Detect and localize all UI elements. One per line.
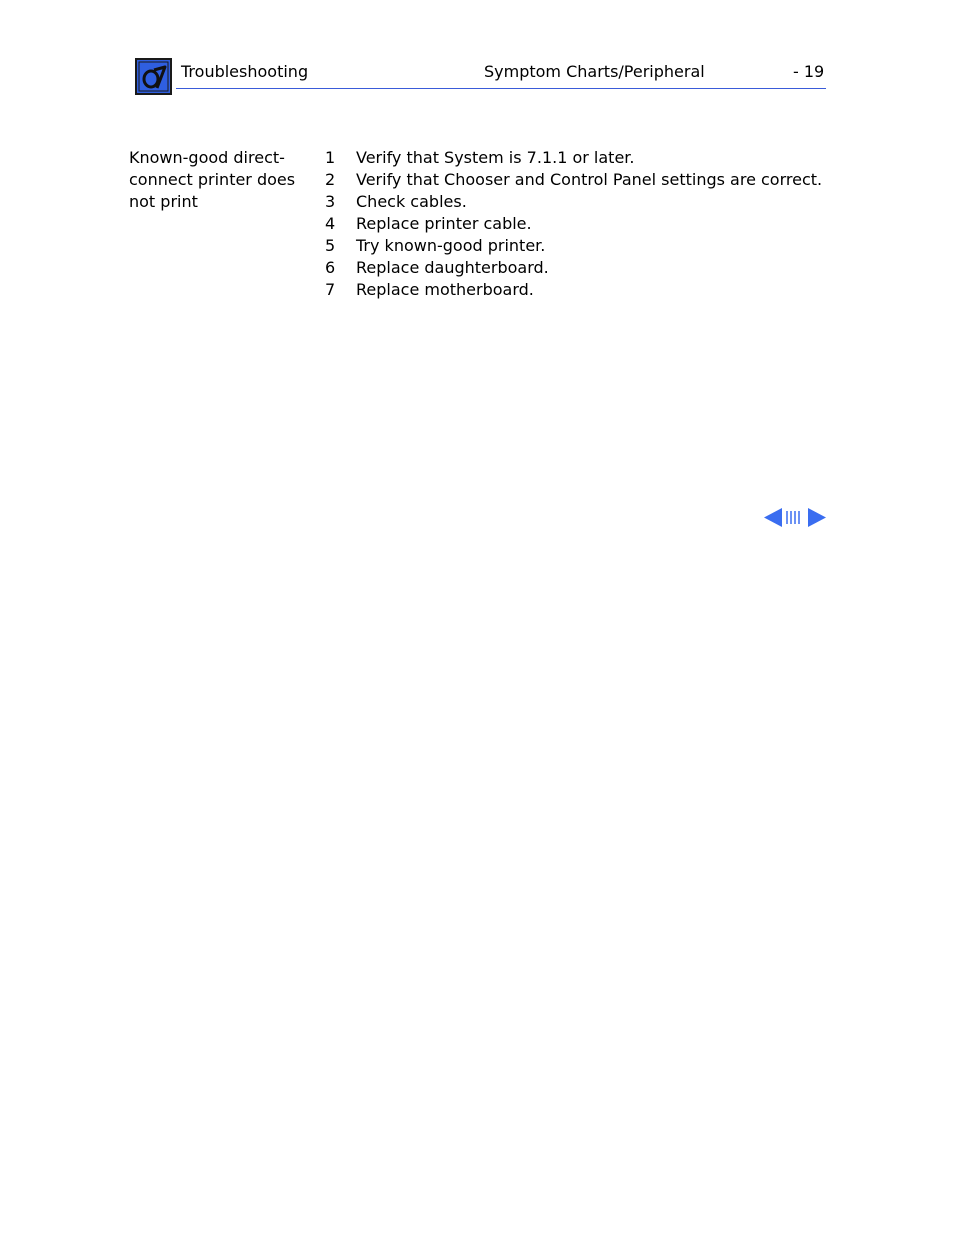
- solution-step: [325, 213, 822, 235]
- step-text: Replace daughterboard.: [356, 258, 549, 277]
- next-page-icon[interactable]: [808, 508, 826, 527]
- symptom-description: Known-good direct-connect printer does not print: [129, 148, 296, 211]
- step-text: Replace printer cable.: [356, 214, 532, 233]
- chapter-title: Symptom Charts/Peripheral: [484, 62, 705, 81]
- step-text: Try known-good printer.: [356, 236, 546, 255]
- previous-page-icon[interactable]: [764, 508, 782, 527]
- section-title: Troubleshooting: [181, 62, 309, 81]
- solution-step: [325, 169, 822, 191]
- step-text: Verify that System is 7.1.1 or later.: [356, 148, 635, 167]
- step-text: Check cables.: [356, 192, 467, 211]
- manual-logo-icon: [135, 58, 172, 95]
- page-navigation: [764, 507, 826, 528]
- solution-step: [325, 279, 822, 301]
- step-text: Replace motherboard.: [356, 280, 534, 299]
- step-number: 2: [325, 170, 336, 189]
- step-number: 3: [325, 192, 336, 211]
- header-divider: [176, 88, 826, 89]
- step-number: 4: [325, 214, 336, 233]
- step-text: Verify that Chooser and Control Panel settings are correct.: [356, 170, 823, 189]
- solution-step: [325, 235, 822, 257]
- step-number: 5: [325, 236, 336, 255]
- step-number: 7: [325, 280, 336, 299]
- solution-step: [325, 257, 822, 279]
- solution-steps: [325, 147, 822, 301]
- page-number: - 19: [793, 62, 825, 81]
- solution-step: [325, 147, 822, 169]
- step-number: 1: [325, 148, 336, 167]
- solution-step: [325, 191, 822, 213]
- page-index-icon[interactable]: [784, 510, 806, 525]
- step-number: 6: [325, 258, 336, 277]
